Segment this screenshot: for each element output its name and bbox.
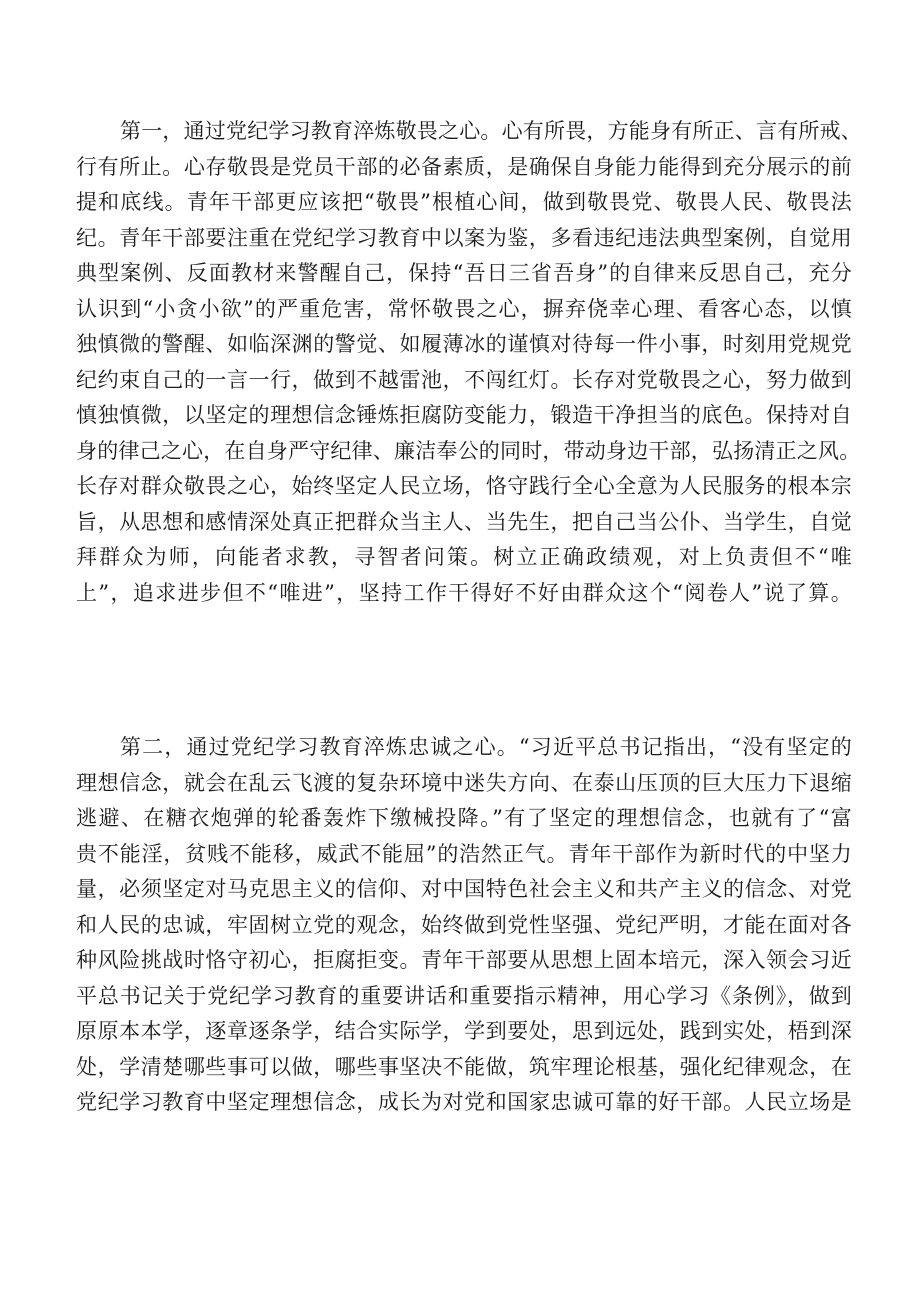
text-line: 量，必须坚定对马克思主义的信仰、对中国特色社会主义和共产主义的信念、对党 bbox=[76, 877, 852, 901]
text-line: 原原本本学，逐章逐条学，结合实际学，学到要处，思到远处，践到实处，梧到深 bbox=[76, 1019, 852, 1043]
text-line: 行有所止。心存敬畏是党员干部的必备素质，是确保自身能力能得到充分展示的前 bbox=[76, 154, 852, 179]
text-line: 和人民的忠诚，牢固树立党的观念，始终做到党性坚强、党纪严明，才能在面对各 bbox=[76, 912, 852, 937]
paragraph-reverence bbox=[76, 114, 862, 611]
text-line: 逃避、在糖衣炮弹的轮番轰炸下缴械投降。”有了坚定的理想信念，也就有了“富 bbox=[76, 806, 852, 830]
text-line: 纪。青年干部要注重在党纪学习教育中以案为鉴，多看违纪违法典型案例，自觉用 bbox=[76, 225, 852, 250]
text-line: 平总书记关于党纪学习教育的重要讲话和重要指示精神，用心学习《条例》，做到 bbox=[76, 983, 852, 1008]
text-line: 拜群众为师，向能者求教，寻智者问策。树立正确政绩观，对上负责但不“唯 bbox=[76, 545, 852, 569]
text-line: 贵不能淫，贫贱不能移，威武不能屈”的浩然正气。青年干部作为新时代的中坚力 bbox=[76, 841, 852, 866]
text-line: 上”，追求进步但不“唯进”，坚持工作干得好不好由群众这个“阅卷人”说了算。 bbox=[76, 580, 852, 605]
text-line: 身的律己之心，在自身严守纪律、廉洁奉公的同时，带动身边干部，弘扬清正之风。 bbox=[76, 438, 861, 463]
text-line: 第一，通过党纪学习教育淬炼敬畏之心。心有所畏，方能身有所正、言有所戒、 bbox=[120, 119, 862, 143]
text-line: 种风险挑战时恪守初心，拒腐拒变。青年干部要从思想上固本培元，深入领会习近 bbox=[76, 948, 852, 972]
text-line: 处，学清楚哪些事可以做，哪些事坚决不能做，筑牢理论根基，强化纪律观念，在 bbox=[76, 1054, 852, 1079]
text-line: 第二，通过党纪学习教育淬炼忠诚之心。“习近平总书记指出，“没有坚定的 bbox=[120, 735, 852, 759]
text-line: 党纪学习教育中坚定理想信念，成长为对党和国家忠诚可靠的好干部。人民立场是 bbox=[76, 1090, 852, 1114]
text-line: 慎独慎微，以坚定的理想信念锤炼拒腐防变能力，锻造干净担当的底色。保持对自 bbox=[76, 403, 852, 427]
text-line: 理想信念，就会在乱云飞渡的复杂环境中迷失方向、在泰山压顶的巨大压力下退缩 bbox=[76, 770, 852, 795]
text-line: 独慎微的警醒、如临深渊的警觉、如履薄冰的谨慎对待每一件小事，时刻用党规党 bbox=[76, 332, 852, 356]
text-line: 认识到“小贪小欲”的严重危害，常怀敬畏之心，摒弃侥幸心理、看客心态，以慎 bbox=[76, 296, 852, 321]
text-line: 典型案例、反面教材来警醒自己，保持“吾日三省吾身”的自律来反思自己，充分 bbox=[76, 261, 852, 285]
text-line: 提和底线。青年干部更应该把“敬畏”根植心间，做到敬畏党、敬畏人民、敬畏法 bbox=[76, 190, 852, 214]
text-line: 纪约束自己的一言一行，做到不越雷池，不闯红灯。长存对党敬畏之心，努力做到 bbox=[76, 367, 852, 392]
text-line: 长存对群众敬畏之心，始终坚定人民立场，恪守践行全心全意为人民服务的根本宗 bbox=[76, 474, 852, 498]
text-line: 旨，从思想和感情深处真正把群众当主人、当先生，把自己当公仆、当学生，自觉 bbox=[76, 509, 852, 534]
paragraph-loyalty bbox=[76, 730, 852, 1121]
